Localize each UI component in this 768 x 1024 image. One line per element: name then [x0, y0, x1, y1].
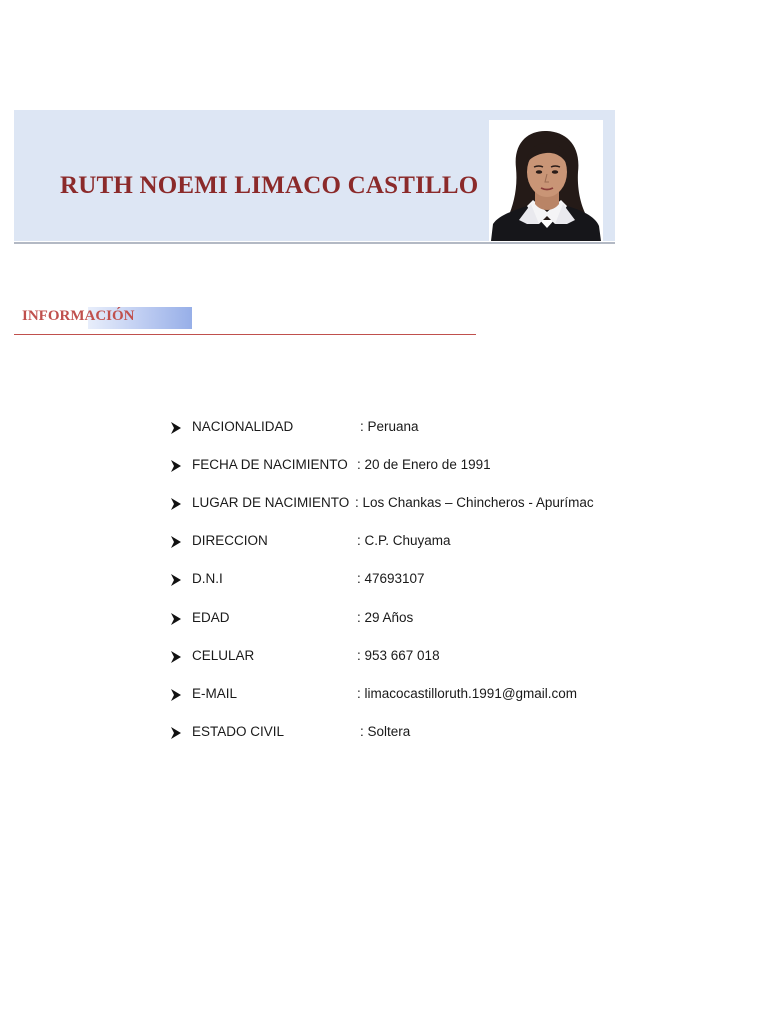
info-value: : 47693107	[357, 571, 425, 586]
info-value: : 20 de Enero de 1991	[357, 457, 491, 472]
profile-photo	[489, 120, 603, 241]
info-label: ESTADO CIVIL	[192, 724, 285, 739]
info-label: CELULAR	[192, 648, 255, 663]
header-divider	[14, 242, 615, 244]
candidate-name: RUTH NOEMI LIMACO CASTILLO	[60, 172, 479, 199]
info-value: : 953 667 018	[357, 648, 440, 663]
info-label: E-MAIL	[192, 686, 238, 701]
section-divider	[14, 334, 476, 335]
info-label: DIRECCION	[192, 533, 268, 548]
info-value: : Los Chankas – Chincheros - Apurímac	[355, 495, 594, 510]
info-value: : limacocastilloruth.1991@gmail.com	[357, 686, 578, 701]
info-label: LUGAR DE NACIMIENTO	[192, 495, 350, 510]
arrow-bullet-icon	[170, 572, 182, 588]
arrow-bullet-icon	[170, 496, 182, 512]
info-label: FECHA DE NACIMIENTO	[192, 457, 348, 472]
portrait-illustration	[489, 120, 603, 241]
arrow-bullet-icon	[170, 649, 182, 665]
arrow-bullet-icon	[170, 611, 182, 627]
arrow-bullet-icon	[170, 687, 182, 703]
arrow-bullet-icon	[170, 458, 182, 474]
info-value: : Peruana	[360, 419, 419, 434]
section-title: INFORMACIÓN	[22, 308, 135, 324]
arrow-bullet-icon	[170, 420, 182, 436]
arrow-bullet-icon	[170, 534, 182, 550]
info-label: NACIONALIDAD	[192, 419, 294, 434]
info-value: : C.P. Chuyama	[357, 533, 451, 548]
arrow-bullet-icon	[170, 725, 182, 741]
info-label: EDAD	[192, 610, 230, 625]
info-label: D.N.I	[192, 571, 223, 586]
info-value: : 29 Años	[357, 610, 414, 625]
info-value: : Soltera	[360, 724, 411, 739]
